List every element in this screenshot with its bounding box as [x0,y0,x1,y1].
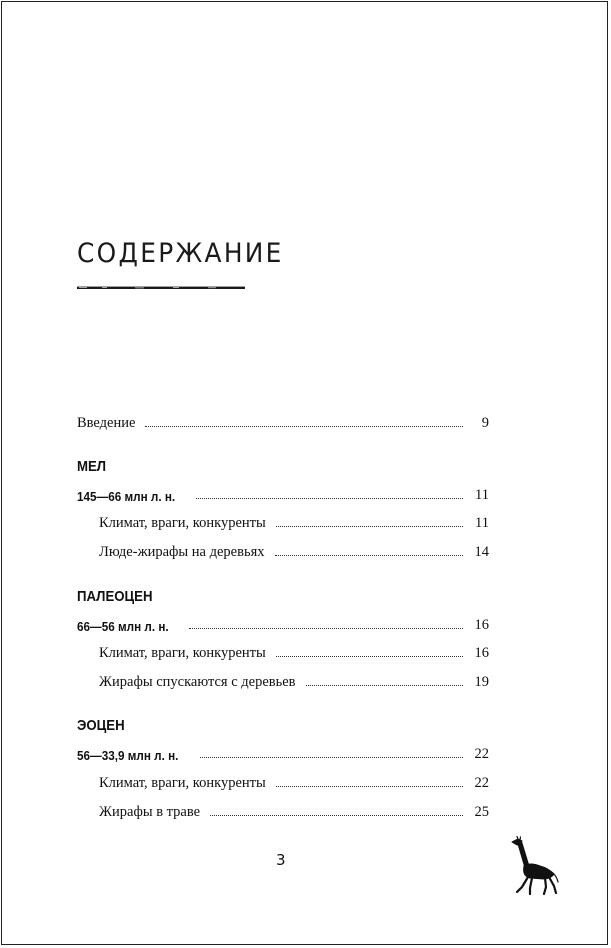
dot-leader [196,498,463,499]
toc-page-number: 25 [474,804,489,820]
dot-leader [200,757,463,758]
section-heading-mel: МЕЛ [77,458,107,475]
dot-leader [276,526,463,527]
toc-entry-label: Люде-жирафы на деревьях [99,544,265,560]
toc-entry-label: 145—66 млн л. н. [77,489,176,504]
toc-entry-label: Введение [77,415,136,431]
toc-entry[interactable] [99,642,489,662]
toc-entry[interactable] [99,541,489,561]
toc-entry-label: 56—33,9 млн л. н. [77,748,179,763]
toc-entry-label: Жирафы спускаются с деревьев [99,674,296,690]
section-heading-paleocene: ПАЛЕОЦЕН [77,588,153,605]
dot-leader [145,426,463,427]
dot-leader [306,685,463,686]
title-underline [77,286,245,290]
toc-entry-label: 66—56 млн л. н. [77,619,169,634]
dot-leader [210,815,463,816]
toc-entry[interactable] [99,801,489,821]
toc-page-number: 16 [474,645,489,661]
toc-entry-range[interactable] [77,614,489,634]
toc-entry[interactable] [99,772,489,792]
dot-leader [276,786,463,787]
toc-page-number: 14 [474,544,489,560]
toc-entry-range[interactable] [77,743,489,763]
toc-page-number: 9 [481,415,489,431]
giraffe-icon [508,836,560,896]
dot-leader [276,656,463,657]
toc-entry-range[interactable] [77,484,489,504]
section-heading-eocene: ЭОЦЕН [77,717,125,734]
toc-entry[interactable] [99,671,489,691]
page-number: 3 [276,851,286,869]
toc-entry-label: Климат, враги, конкуренты [99,645,266,661]
dot-leader [189,628,463,629]
toc-entry-label: Климат, враги, конкуренты [99,775,266,791]
page-title: СОДЕРЖАНИЕ [77,238,284,269]
toc-page-number: 22 [474,746,489,762]
toc-page-number: 11 [475,487,489,503]
toc-page-number: 19 [474,674,489,690]
toc-entry[interactable] [99,512,489,532]
toc-entry-label: Жирафы в траве [99,804,201,820]
toc-page-number: 16 [474,617,489,633]
toc-page-number: 22 [474,775,489,791]
dot-leader [275,555,464,556]
toc-page-number: 11 [475,515,489,531]
toc-entry-introduction[interactable] [77,412,489,432]
toc-entry-label: Климат, враги, конкуренты [99,515,266,531]
